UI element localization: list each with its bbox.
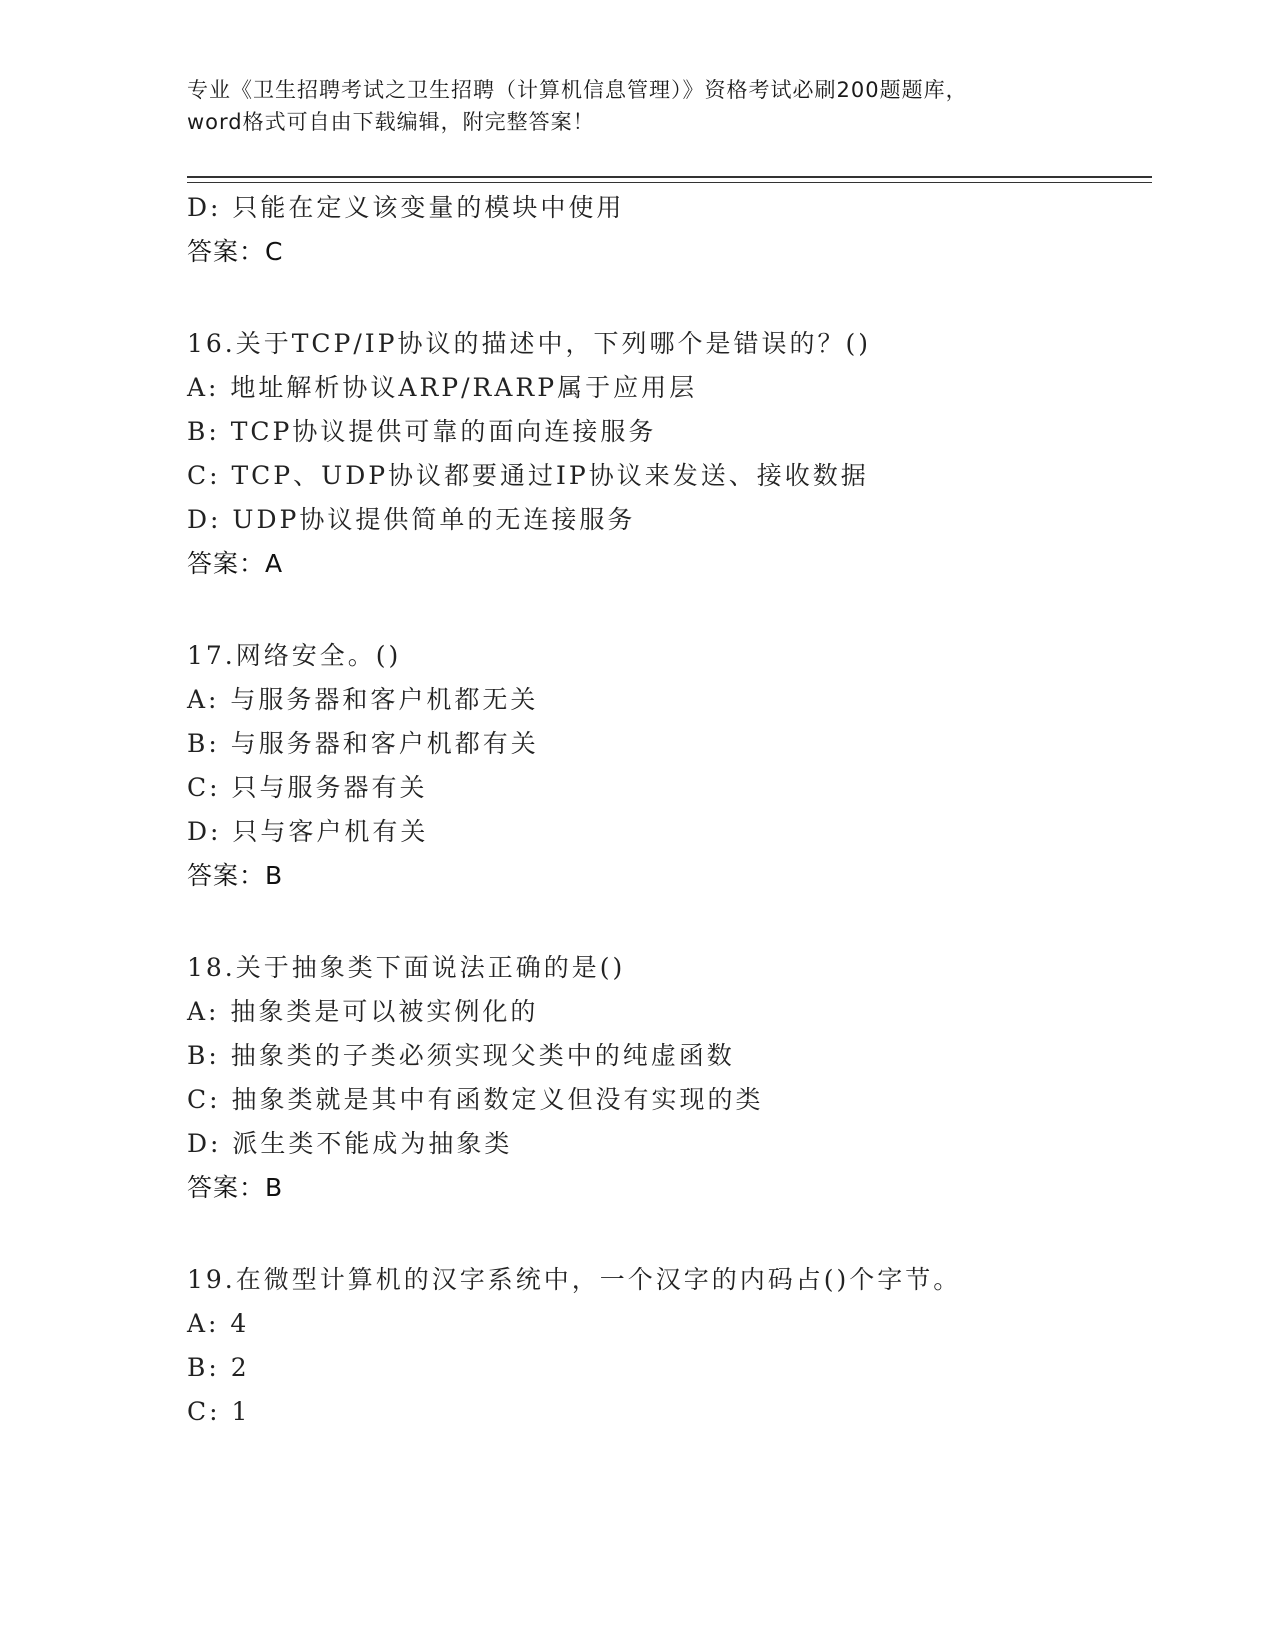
q16-option-a: A: 地址解析协议ARP/RARP属于应用层 [187,373,698,402]
document-header [187,74,1087,138]
q19-question: 19.在微型计算机的汉字系统中，一个汉字的内码占()个字节。 [187,1265,962,1294]
q19-option-b: B: 2 [187,1353,250,1382]
q17-option-b: B: 与服务器和客户机都有关 [187,729,539,758]
q17-answer: 答案：B [187,861,284,890]
header-title-line-2: word格式可自由下载编辑，附完整答案！ [187,110,595,134]
q16-option-b: B: TCP协议提供可靠的面向连接服务 [187,417,657,446]
q18-question: 18.关于抽象类下面说法正确的是() [187,953,626,982]
q18-option-c: C: 抽象类就是其中有函数定义但没有实现的类 [187,1085,764,1114]
q16-option-c: C: TCP、UDP协议都要通过IP协议来发送、接收数据 [187,461,869,490]
q15-answer: 答案：C [187,237,284,266]
q16-question: 16.关于TCP/IP协议的描述中，下列哪个是错误的？() [187,329,872,358]
header-title-line-1: 专业《卫生招聘考试之卫生招聘（计算机信息管理）》资格考试必刷200题题库， [187,78,968,102]
q18-option-b: B: 抽象类的子类必须实现父类中的纯虚函数 [187,1041,735,1070]
header-divider-thin [187,182,1152,183]
q19-option-c: C: 1 [187,1397,251,1426]
q15-option-d: D: 只能在定义该变量的模块中使用 [187,193,625,222]
q19-option-a: A: 4 [187,1309,250,1338]
q18-option-a: A: 抽象类是可以被实例化的 [187,997,539,1026]
q16-option-d: D: UDP协议提供简单的无连接服务 [187,505,636,534]
q16-answer: 答案：A [187,549,284,578]
header-divider-thick [187,176,1152,178]
q17-option-a: A: 与服务器和客户机都无关 [187,685,539,714]
q17-option-d: D: 只与客户机有关 [187,817,429,846]
q18-option-d: D: 派生类不能成为抽象类 [187,1129,513,1158]
q17-question: 17.网络安全。() [187,641,402,670]
q17-option-c: C: 只与服务器有关 [187,773,428,802]
q18-answer: 答案：B [187,1173,284,1202]
